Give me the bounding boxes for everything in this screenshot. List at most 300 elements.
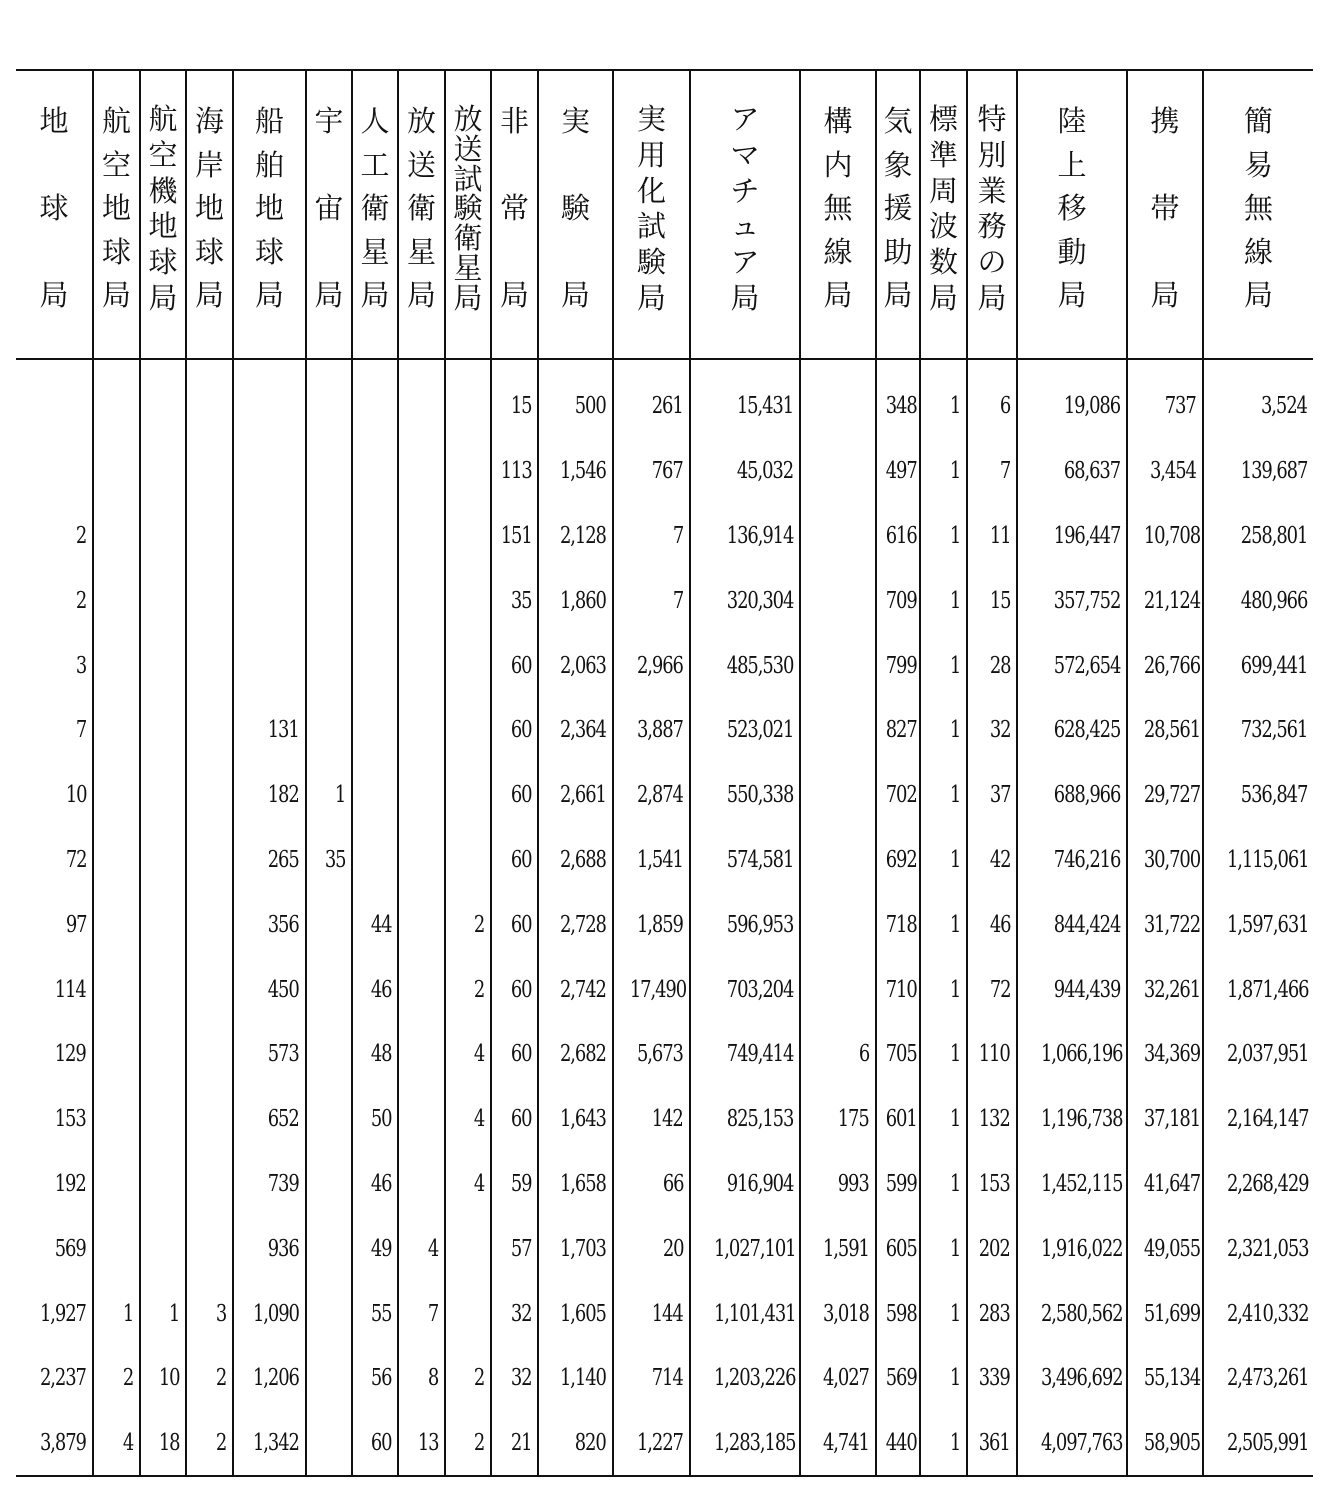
table-cell-coast_earth [186, 1152, 233, 1217]
table-cell-broadcast_sat [398, 1281, 445, 1346]
cell-value: 569 [55, 1235, 86, 1262]
cell-value: 60 [510, 911, 531, 938]
column-header-char: 簡 [1243, 104, 1273, 138]
table-cell-special [967, 892, 1017, 957]
cell-value: 1 [949, 458, 960, 485]
table-cell-land_mobile [1017, 439, 1127, 504]
column-header-char: 常 [499, 191, 529, 226]
column-header-aircraft_earth [140, 70, 186, 359]
column-header-emergency [491, 70, 538, 359]
table-cell-broadcast_test_sat [445, 1346, 491, 1411]
column-header-coast_earth [186, 70, 233, 359]
column-header-char: 球 [101, 234, 131, 269]
cell-value: 60 [510, 782, 531, 809]
cell-value: 1,597,631 [1226, 911, 1309, 938]
column-header-char: 放 [453, 102, 483, 136]
cell-value: 596,953 [726, 911, 793, 938]
table-cell-broadcast_test_sat [445, 439, 491, 504]
cell-value: 2 [473, 911, 484, 938]
column-header-char: 地 [101, 191, 131, 226]
table-cell-satellite [352, 828, 398, 893]
table-cell-practical_test [613, 1022, 690, 1087]
table-cell-ship_earth [233, 828, 306, 893]
cell-value: 1,101,431 [713, 1300, 796, 1327]
table-cell-space [306, 1411, 352, 1476]
cell-value: 2,237 [40, 1365, 86, 1392]
table-cell-coast_earth [186, 892, 233, 957]
column-header-char: 験 [636, 245, 666, 280]
table-row [16, 1216, 1313, 1281]
cell-value: 144 [652, 1300, 683, 1327]
table-row [16, 763, 1313, 828]
cell-value: 440 [885, 1429, 917, 1456]
cell-value: 68,637 [1063, 458, 1120, 485]
table-cell-amateur [690, 1152, 800, 1217]
cell-value: 709 [885, 587, 917, 614]
table-row [16, 1281, 1313, 1346]
table-cell-special [967, 698, 1017, 763]
column-header-char: 局 [1150, 278, 1180, 313]
cell-value: 60 [510, 976, 531, 1003]
column-header-char: 用 [636, 137, 666, 172]
cell-value: 1,703 [560, 1235, 606, 1262]
table-cell-std_freq [920, 957, 967, 1022]
cell-value: 4 [427, 1235, 438, 1262]
table-cell-premises [800, 1087, 876, 1152]
column-header-char: 局 [1057, 278, 1087, 313]
table-cell-ship_earth [233, 1346, 306, 1411]
table-cell-satellite [352, 1346, 398, 1411]
table-cell-weather_aid [876, 1411, 920, 1476]
table-cell-amateur [690, 1346, 800, 1411]
table-cell-std_freq [920, 1216, 967, 1281]
table-cell-amateur [690, 568, 800, 633]
cell-value: 4,741 [823, 1429, 869, 1456]
spacer-cell [445, 359, 491, 374]
column-header-char: 局 [883, 278, 913, 313]
table-cell-std_freq [920, 1022, 967, 1087]
table-cell-broadcast_sat [398, 1411, 445, 1476]
header-row [16, 70, 1313, 359]
table-cell-broadcast_test_sat [445, 1022, 491, 1087]
column-header-practical_test [613, 70, 690, 359]
spacer-cell [16, 359, 93, 374]
column-header-simple [1203, 70, 1313, 359]
table-cell-land_mobile [1017, 568, 1127, 633]
cell-value: 605 [885, 1235, 917, 1262]
cell-value: 1 [949, 1106, 960, 1133]
cell-value: 820 [575, 1429, 606, 1456]
column-header-char: 無 [823, 191, 853, 226]
cell-value: 1 [949, 652, 960, 679]
table-cell-weather_aid [876, 828, 920, 893]
table-header [16, 70, 1313, 359]
cell-value: 34,369 [1143, 1041, 1201, 1068]
table-cell-earth [16, 892, 93, 957]
cell-value: 1,658 [560, 1170, 606, 1197]
table-cell-aircraft_earth [140, 763, 186, 828]
table-cell-premises [800, 374, 876, 439]
cell-value: 42 [989, 846, 1010, 873]
cell-value: 2,580,562 [1040, 1300, 1123, 1327]
column-header-char: 局 [406, 278, 436, 313]
cell-value: 601 [885, 1106, 917, 1133]
column-header-broadcast_sat [398, 70, 445, 359]
table-cell-emergency [491, 633, 538, 698]
table-cell-practical_test [613, 1216, 690, 1281]
table-cell-broadcast_sat [398, 1022, 445, 1087]
cell-value: 4 [473, 1041, 484, 1068]
table-cell-coast_earth [186, 1281, 233, 1346]
table-cell-land_mobile [1017, 698, 1127, 763]
table-cell-portable [1127, 892, 1203, 957]
cell-value: 2,742 [560, 976, 606, 1003]
cell-value: 17,490 [629, 976, 687, 1003]
column-header-char: 線 [1243, 234, 1273, 269]
table-cell-practical_test [613, 1087, 690, 1152]
spacer-cell [1017, 359, 1127, 374]
table-cell-emergency [491, 892, 538, 957]
table-cell-premises [800, 633, 876, 698]
table-cell-satellite [352, 1022, 398, 1087]
cell-value: 2,473,261 [1226, 1365, 1309, 1392]
table-cell-ship_earth [233, 1087, 306, 1152]
cell-value: 569 [885, 1365, 917, 1392]
column-header-char: 地 [194, 191, 224, 226]
cell-value: 2 [473, 976, 484, 1003]
table-cell-simple [1203, 374, 1313, 439]
table-cell-simple [1203, 439, 1313, 504]
cell-value: 10,708 [1143, 522, 1201, 549]
table-cell-special [967, 1087, 1017, 1152]
table-cell-land_mobile [1017, 1281, 1127, 1346]
table-cell-broadcast_test_sat [445, 633, 491, 698]
cell-value: 485,530 [726, 652, 793, 679]
table-cell-broadcast_sat [398, 1152, 445, 1217]
table-cell-broadcast_sat [398, 1216, 445, 1281]
table-cell-practical_test [613, 957, 690, 1022]
column-header-char: 局 [453, 280, 483, 315]
table-cell-amateur [690, 504, 800, 569]
column-header-char: 験 [453, 191, 483, 226]
table-cell-aircraft_earth [140, 568, 186, 633]
table-cell-premises [800, 892, 876, 957]
cell-value: 1,196,738 [1040, 1106, 1123, 1133]
cell-value: 1,871,466 [1226, 976, 1309, 1003]
table-cell-experimental [538, 828, 613, 893]
cell-value: 50 [370, 1106, 391, 1133]
table-cell-experimental [538, 568, 613, 633]
table-cell-aero_earth [93, 1087, 140, 1152]
table-cell-aero_earth [93, 1216, 140, 1281]
table-cell-portable [1127, 828, 1203, 893]
table-cell-space [306, 1022, 352, 1087]
cell-value: 3 [75, 652, 86, 679]
cell-value: 46 [989, 911, 1010, 938]
table-cell-coast_earth [186, 698, 233, 763]
table-cell-portable [1127, 1411, 1203, 1476]
column-header-char: 気 [883, 104, 913, 138]
table-cell-premises [800, 1281, 876, 1346]
column-header-char: 球 [39, 191, 69, 226]
table-cell-broadcast_sat [398, 1087, 445, 1152]
cell-value: 46 [370, 976, 391, 1003]
cell-value: 1,090 [253, 1300, 299, 1327]
table-cell-ship_earth [233, 568, 306, 633]
cell-value: 598 [885, 1300, 917, 1327]
table-cell-space [306, 1281, 352, 1346]
cell-value: 35 [324, 846, 345, 873]
cell-value: 35 [510, 587, 531, 614]
cell-value: 30,700 [1143, 846, 1201, 873]
table-cell-simple [1203, 1411, 1313, 1476]
cell-value: 44 [370, 911, 391, 938]
table-cell-simple [1203, 957, 1313, 1022]
cell-value: 11 [989, 522, 1010, 549]
cell-value: 1 [949, 717, 960, 744]
column-header-char: 舶 [254, 147, 284, 182]
spacer-row [16, 359, 1313, 374]
cell-value: 4,027 [823, 1365, 869, 1392]
column-header-char: 機 [148, 173, 178, 208]
cell-value: 3,496,692 [1040, 1365, 1123, 1392]
cell-value: 1,283,185 [713, 1429, 796, 1456]
table-cell-aircraft_earth [140, 1346, 186, 1411]
table-row [16, 1087, 1313, 1152]
table-cell-coast_earth [186, 763, 233, 828]
table-cell-earth [16, 1411, 93, 1476]
cell-value: 49 [370, 1235, 391, 1262]
table-cell-broadcast_sat [398, 892, 445, 957]
table-cell-coast_earth [186, 439, 233, 504]
table-cell-land_mobile [1017, 1152, 1127, 1217]
column-header-broadcast_test_sat [445, 70, 491, 359]
table-cell-emergency [491, 1152, 538, 1217]
table-cell-simple [1203, 1346, 1313, 1411]
table-cell-aircraft_earth [140, 1281, 186, 1346]
cell-value: 2,688 [560, 846, 606, 873]
cell-value: 2,063 [560, 652, 606, 679]
table-cell-aero_earth [93, 374, 140, 439]
table-cell-experimental [538, 1346, 613, 1411]
cell-value: 15 [989, 587, 1010, 614]
column-header-char: 波 [928, 209, 958, 244]
cell-value: 3,524 [1261, 393, 1307, 420]
table-cell-amateur [690, 828, 800, 893]
cell-value: 739 [268, 1170, 299, 1197]
column-header-char: 試 [453, 161, 483, 196]
table-cell-weather_aid [876, 957, 920, 1022]
cell-value: 1,591 [823, 1235, 869, 1262]
cell-value: 1,227 [637, 1429, 683, 1456]
table-cell-practical_test [613, 763, 690, 828]
column-header-char: 衛 [406, 191, 436, 226]
table-cell-portable [1127, 568, 1203, 633]
table-cell-coast_earth [186, 633, 233, 698]
table-cell-earth [16, 1022, 93, 1087]
column-header-earth [16, 70, 93, 359]
table-cell-land_mobile [1017, 1087, 1127, 1152]
table-cell-portable [1127, 504, 1203, 569]
table-cell-coast_earth [186, 1216, 233, 1281]
table-cell-practical_test [613, 892, 690, 957]
cell-value: 28 [989, 652, 1010, 679]
cell-value: 536,847 [1240, 782, 1307, 809]
table-cell-weather_aid [876, 1346, 920, 1411]
table-cell-earth [16, 1152, 93, 1217]
table-row [16, 1022, 1313, 1087]
column-header-char: 無 [1243, 191, 1273, 226]
table-cell-broadcast_test_sat [445, 957, 491, 1022]
cell-value: 60 [510, 1041, 531, 1068]
cell-value: 1,027,101 [713, 1235, 796, 1262]
table-cell-broadcast_test_sat [445, 1281, 491, 1346]
table-cell-std_freq [920, 1087, 967, 1152]
cell-value: 2,410,332 [1226, 1300, 1309, 1327]
spacer-cell [920, 359, 967, 374]
cell-value: 749,414 [726, 1041, 793, 1068]
table-body [16, 359, 1313, 1476]
table-cell-aero_earth [93, 1022, 140, 1087]
column-header-char: 球 [148, 245, 178, 280]
table-cell-emergency [491, 1411, 538, 1476]
cell-value: 151 [500, 522, 532, 549]
column-header-char: 工 [360, 147, 390, 182]
table-row [16, 439, 1313, 504]
column-header-char: 構 [823, 104, 853, 138]
cell-value: 2 [75, 587, 86, 614]
cell-value: 261 [652, 393, 683, 420]
table-cell-broadcast_sat [398, 568, 445, 633]
column-header-char: 星 [406, 234, 436, 269]
column-header-char: マ [730, 137, 760, 172]
cell-value: 2 [122, 1365, 133, 1392]
table-cell-broadcast_sat [398, 439, 445, 504]
table-cell-practical_test [613, 1152, 690, 1217]
cell-value: 2,874 [637, 782, 683, 809]
column-header-char: 局 [823, 278, 853, 313]
cell-value: 1 [949, 393, 960, 420]
table-cell-experimental [538, 439, 613, 504]
table-cell-coast_earth [186, 504, 233, 569]
cell-value: 500 [575, 393, 606, 420]
cell-value: 49,055 [1143, 1235, 1201, 1262]
table-cell-amateur [690, 1216, 800, 1281]
column-header-char: 球 [254, 234, 284, 269]
table-cell-earth [16, 633, 93, 698]
table-row [16, 698, 1313, 763]
table-cell-broadcast_test_sat [445, 568, 491, 633]
table-cell-emergency [491, 439, 538, 504]
cell-value: 339 [979, 1365, 1010, 1392]
cell-value: 48 [370, 1041, 391, 1068]
column-header-char: 業 [977, 173, 1007, 208]
cell-value: 60 [510, 717, 531, 744]
table-cell-land_mobile [1017, 763, 1127, 828]
table-cell-experimental [538, 1411, 613, 1476]
cell-value: 652 [268, 1106, 299, 1133]
table-cell-simple [1203, 633, 1313, 698]
cell-value: 3,879 [40, 1429, 86, 1456]
cell-value: 15 [510, 393, 531, 420]
table-cell-experimental [538, 1022, 613, 1087]
table-cell-aero_earth [93, 439, 140, 504]
spacer-cell [140, 359, 186, 374]
cell-value: 2,321,053 [1226, 1235, 1309, 1262]
table-cell-amateur [690, 439, 800, 504]
table-cell-earth [16, 1346, 93, 1411]
spacer-cell [1127, 359, 1203, 374]
table-cell-aircraft_earth [140, 1152, 186, 1217]
column-header-char: 衛 [360, 191, 390, 226]
cell-value: 1 [949, 522, 960, 549]
table-cell-special [967, 763, 1017, 828]
cell-value: 1 [949, 846, 960, 873]
table-cell-simple [1203, 1087, 1313, 1152]
table-cell-premises [800, 439, 876, 504]
column-header-char: 地 [148, 209, 178, 244]
table-cell-practical_test [613, 439, 690, 504]
cell-value: 113 [500, 458, 532, 485]
cell-value: 714 [652, 1365, 683, 1392]
cell-value: 732,561 [1240, 717, 1307, 744]
table-row [16, 1346, 1313, 1411]
table-cell-earth [16, 763, 93, 828]
table-cell-std_freq [920, 1346, 967, 1411]
cell-value: 767 [652, 458, 683, 485]
column-header-char: 上 [1057, 147, 1087, 182]
cell-value: 32 [510, 1300, 531, 1327]
spacer-cell [306, 359, 352, 374]
table-cell-practical_test [613, 698, 690, 763]
cell-value: 20 [662, 1235, 683, 1262]
cell-value: 37 [989, 782, 1010, 809]
table-cell-experimental [538, 633, 613, 698]
column-header-char: 宇 [314, 104, 344, 138]
table-cell-practical_test [613, 1346, 690, 1411]
cell-value: 1 [949, 1235, 960, 1262]
cell-value: 6 [858, 1041, 869, 1068]
cell-value: 993 [838, 1170, 869, 1197]
table-cell-weather_aid [876, 1087, 920, 1152]
table-cell-portable [1127, 633, 1203, 698]
cell-value: 5,673 [637, 1041, 683, 1068]
cell-value: 2,364 [560, 717, 606, 744]
table-cell-ship_earth [233, 1022, 306, 1087]
table-cell-emergency [491, 957, 538, 1022]
table-cell-space [306, 1087, 352, 1152]
table-row [16, 504, 1313, 569]
table-cell-satellite [352, 568, 398, 633]
table-cell-simple [1203, 892, 1313, 957]
column-header-char: 助 [883, 234, 913, 269]
table-cell-portable [1127, 439, 1203, 504]
column-header-char: チ [730, 173, 760, 208]
table-cell-satellite [352, 1281, 398, 1346]
cell-value: 2,728 [560, 911, 606, 938]
table-cell-broadcast_test_sat [445, 1152, 491, 1217]
table-cell-premises [800, 828, 876, 893]
spacer-cell [800, 359, 876, 374]
column-header-char: 局 [499, 278, 529, 313]
table-cell-coast_earth [186, 1087, 233, 1152]
table-cell-special [967, 1022, 1017, 1087]
column-header-char: 送 [406, 147, 436, 182]
table-cell-land_mobile [1017, 1411, 1127, 1476]
cell-value: 844,424 [1053, 911, 1120, 938]
cell-value: 21,124 [1143, 587, 1201, 614]
table-cell-broadcast_sat [398, 698, 445, 763]
